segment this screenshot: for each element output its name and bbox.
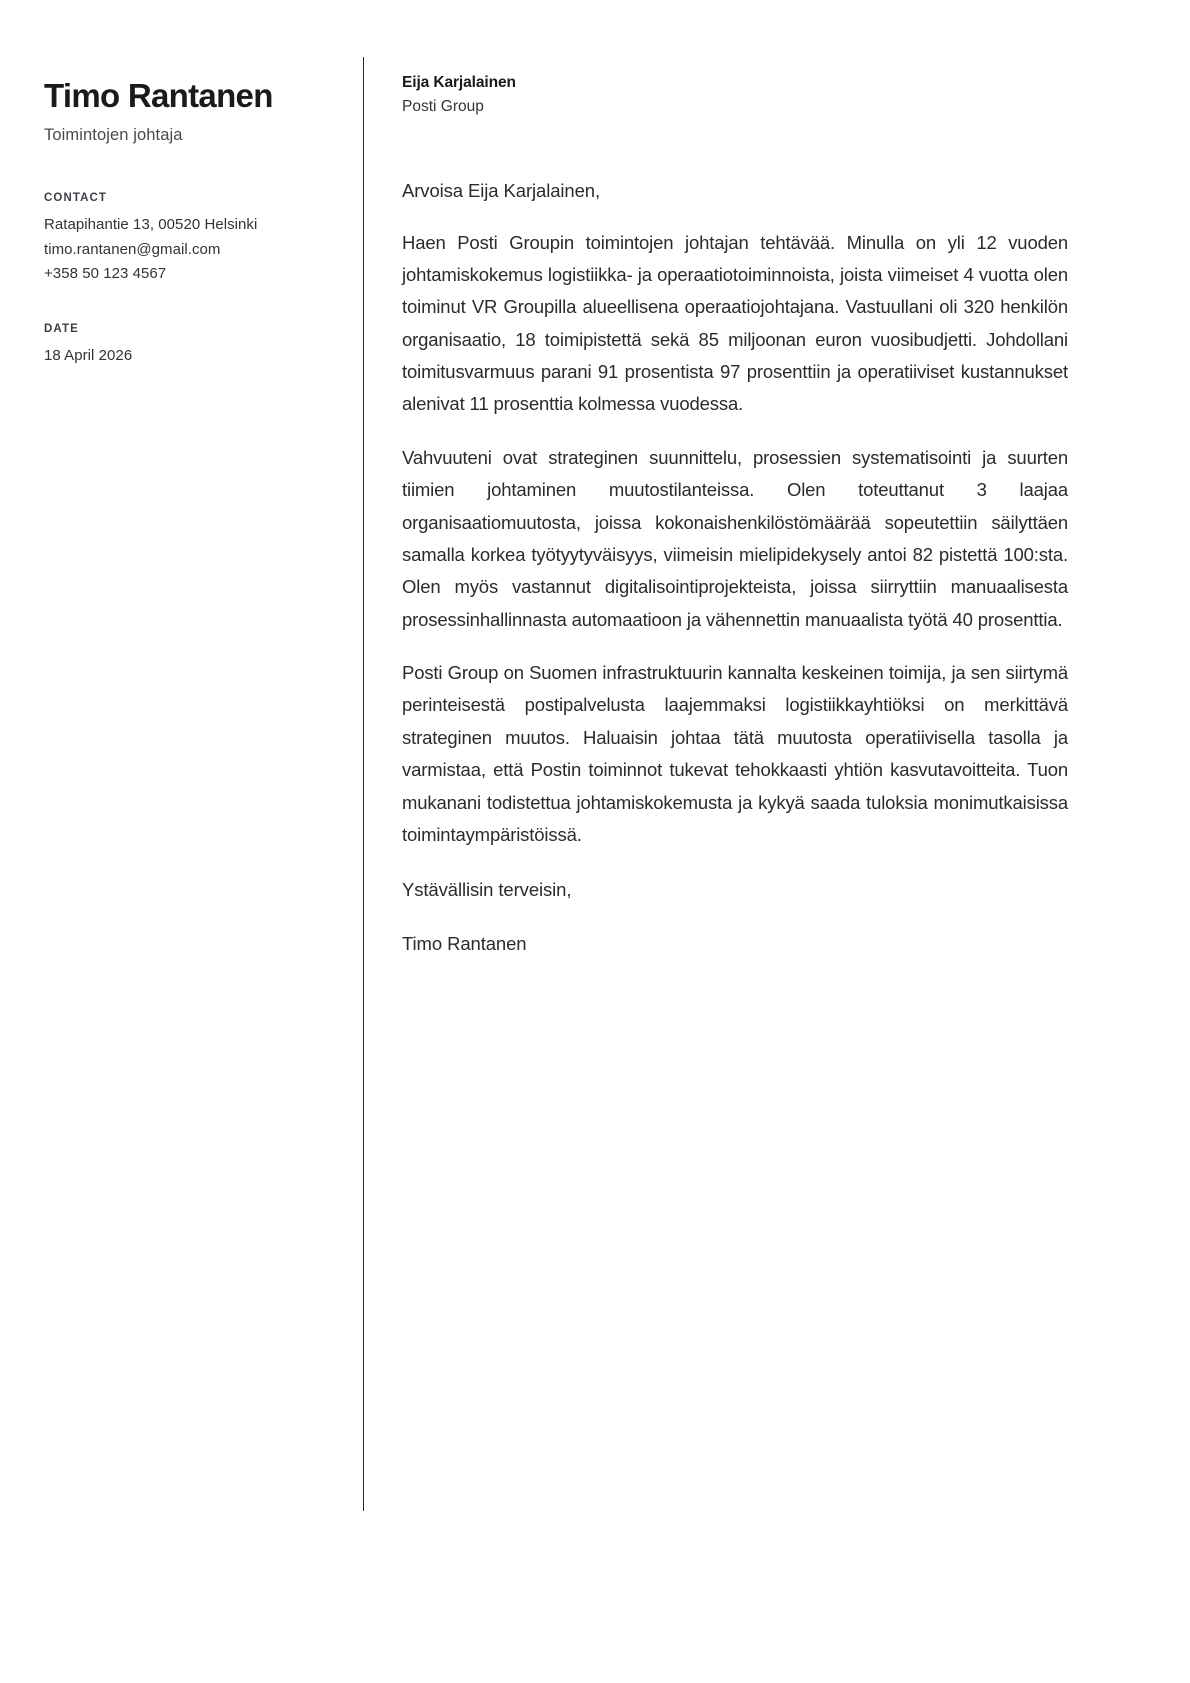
- letter-signature: Timo Rantanen: [402, 932, 527, 954]
- sender-name: Timo Rantanen: [44, 77, 273, 114]
- date-section-label: DATE: [44, 323, 79, 336]
- letter-paragraph-1: Haen Posti Groupin toimintojen johtajan tehtävää. Minulla on yli 12 vuoden johtamiskokemus logistiikka- ja operaatiotoiminnoista, joista viimeiset 4 vuotta olen toiminut VR Groupilla alueellisena operaatiojohtajana. Vastuullani oli 320 henkilön organisaatio, 18 toimipistettä sekä 85 miljoonan euron vuosibudjetti. Johdollani toimitusvarmuus parani 91 prosentista 97 prosenttiin ja operatiiviset kustannukset alenivat 11 prosenttia kolmessa vuodessa.: [402, 231, 1068, 415]
- contact-section-label: CONTACT: [44, 192, 108, 205]
- letter-closing: Ystävällisin terveisin,: [402, 879, 572, 901]
- date-section: [44, 323, 329, 368]
- letter-body: [364, 0, 1190, 1683]
- letter-paragraph-2: Vahvuuteni ovat strateginen suunnittelu, prosessien systematisointi ja suurten tiimien johtaminen muutostilanteissa. Olen toteuttanut 3 laajaa organisaatiomuutosta, joissa kokonaishenkilöstömäärää sopeutettiin säilyttäen samalla korkea työtyytyväisyys, viimeisin mielipidekysely antoi 82 pistettä 100:sta. Olen myös vastannut digitalisointiprojekteista, joissa siirryttiin manuaalisesta prosessinhallinnasta automaatioon ja vähennettin manuaalista työtä 40 prosenttia.: [402, 446, 1068, 630]
- sender-address: Ratapihantie 13, 00520 Helsinki: [44, 216, 258, 234]
- letter-paragraph-3: Posti Group on Suomen infrastruktuurin kannalta keskeinen toimija, ja sen siirtymä perinteisestä postipalvelusta laajemmaksi logistiikkayhtiöksi on merkittävä strateginen muutos. Haluaisin johtaa tätä muutosta operatiivisella tasolla ja varmistaa, että Postin toiminnot tukevat tehokkaasti yhtiön kasvutavoitteita. Tuon mukanani todistettua johtamiskokemusta ja kykyä saada tuloksia monimutkaisissa toimintaympäristöissä.: [402, 662, 1068, 845]
- sender-job-title: Toimintojen johtaja: [44, 125, 183, 144]
- letter-date: 18 April 2026: [44, 347, 133, 365]
- sidebar: [0, 0, 363, 1683]
- recipient-block: [402, 72, 1068, 119]
- letter-salutation: Arvoisa Eija Karjalainen,: [402, 179, 601, 201]
- sender-phone[interactable]: +358 50 123 4567: [44, 264, 167, 282]
- recipient-name: Eija Karjalainen: [402, 74, 516, 91]
- contact-section: [44, 192, 329, 286]
- sender-email[interactable]: timo.rantanen@gmail.com: [44, 240, 221, 258]
- recipient-organization: Posti Group: [402, 98, 484, 116]
